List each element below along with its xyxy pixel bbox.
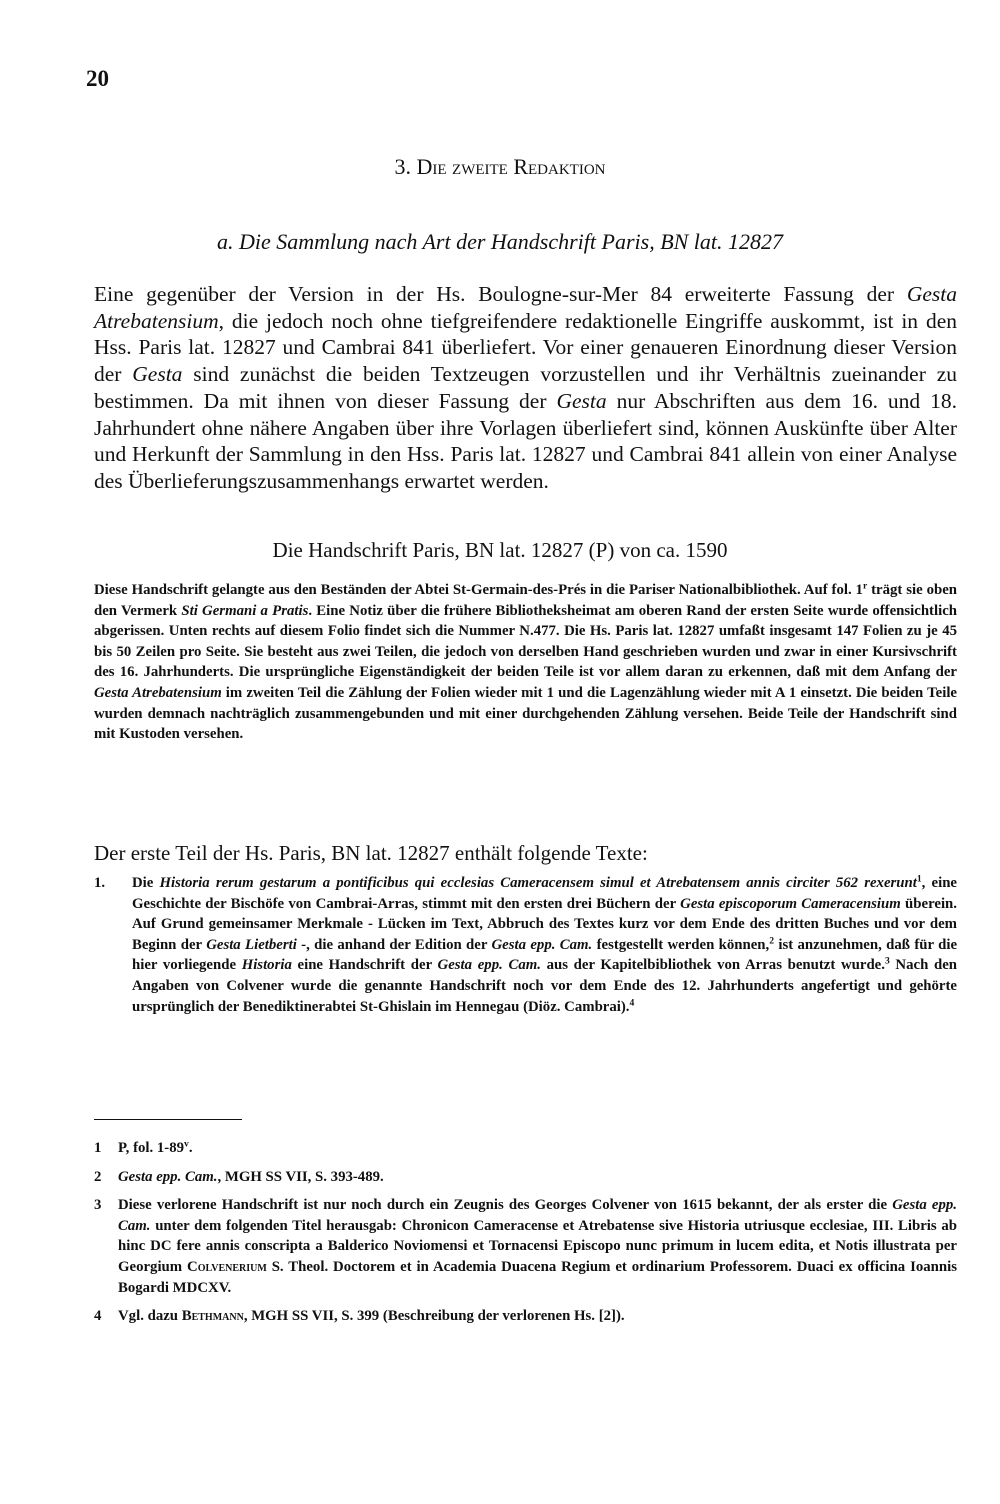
page-number: 20: [86, 66, 109, 91]
desc-italic: Gesta Atrebatensium: [94, 684, 222, 701]
footnote-text: [118, 1138, 957, 1159]
fn-text: S. Theol. Doctorem et in Academia Duacena Regium et ordinarium Professorem. Duaci ex officina Ioannis Bogardi MDCXV.: [118, 1258, 957, 1296]
fn-text: Diese verlorene Handschrift ist nur noch durch ein Zeugnis des Georges Colvener von 1615 bekannt, der als erster die: [118, 1197, 893, 1214]
footnote-divider: [94, 1119, 242, 1120]
fn-text: , MGH SS VII, S. 393-489.: [217, 1168, 384, 1185]
item-text: festgestellt werden können,: [592, 936, 770, 953]
item-italic: Historia: [241, 957, 292, 974]
fn-text: Vgl. dazu: [118, 1308, 182, 1325]
intro-text: , die jedoch noch ohne tiefgreifendere redaktionelle Eingriffe auskommt, ist in den Hss. Paris lat. 12827 und Cambrai 841 überliefert. Vor einer genaueren Einordnung dieser Version der: [94, 308, 957, 387]
intro-text: sind zunächst die beiden Textzeugen vorzustellen und ihr Verhältnis zueinander zu bestimmen. Da mit ihnen von dieser Fassung der: [94, 362, 957, 413]
list-item-number: 1.: [94, 875, 106, 891]
footnote: [94, 1195, 957, 1298]
item-italic: Historia rerum gestarum a pontificibus qui ecclesias Cameracensem simul et Atrebatensem annis circiter 562 rexerunt: [159, 875, 917, 891]
footnote-ref[interactable]: 4: [629, 997, 635, 1009]
footnote-text: [118, 1306, 957, 1327]
folio-superscript: r: [862, 580, 868, 592]
desc-text: . Eine Notiz über die frühere Bibliotheksheimat am oberen Rand der ersten Seite wurde offensichtlich abgerissen. Unten rechts auf diesem Folio findet sich die Nummer N.477. Die Hs. Paris lat. 12827 umfaßt insgesamt 147 Folien zu je 45 bis 50 Zeilen pro Seite. Sie besteht aus zwei Teilen, die jedoch von derselben Hand geschrieben wurden und zwar in einer Kursivschrift des 16. Jahrhunderts. Die ursprüngliche Eigenständigkeit der beiden Teile ist vor allem daran zu erkennen, daß mit dem Anfang der: [94, 602, 958, 681]
intro-text: Eine gegenüber der Version in der Hs. Boulogne-sur-Mer 84 erweiterte Fassung der: [94, 282, 907, 306]
footnote-number: 4: [94, 1308, 102, 1325]
item-italic: Gesta epp. Cam.: [491, 936, 593, 953]
fn-italic: Gesta epp. Cam.: [118, 1197, 957, 1234]
fn-text: .: [188, 1140, 193, 1156]
item-italic: Gesta Lietberti: [206, 936, 297, 953]
intro-title-ref: Gesta: [132, 362, 183, 387]
footnote: [94, 1306, 957, 1327]
subsection-title: a. Die Sammlung nach Art der Handschrift Paris, BN lat. 12827: [216, 229, 784, 254]
item-text: Nach den Angaben von Colvener wurde die genannte Handschrift noch vor dem Ende des 12. Jahrhunderts angefertigt und gehörte ursprünglich der Benediktinerabtei St-Ghislain im Hennegau (Diöz. Cambrai).: [132, 957, 957, 1015]
folio-superscript: v: [184, 1138, 189, 1150]
footnote-text: [118, 1167, 957, 1188]
list-item: [94, 873, 957, 1017]
list-item-body: [132, 873, 957, 1017]
desc-text: trägt sie oben den Vermerk: [94, 582, 958, 619]
footnote-number: 1: [94, 1140, 102, 1156]
fn-smallcaps: Colvenerium: [187, 1258, 267, 1275]
intro-text: nur Abschriften aus dem 16. und 18. Jahrhundert ohne nähere Angaben über ihre Vorlagen überliefert sind, können Auskünfte über Alter und Herkunft der Sammlung in den Hss. Paris lat. 12827 und Cambrai 841 allein von einer Analyse des Überlieferungszusammenhangs erwartet werden.: [94, 388, 957, 493]
footnote-ref[interactable]: 2: [769, 935, 775, 947]
contents-heading: Der erste Teil der Hs. Paris, BN lat. 12827 enthält folgende Texte:: [94, 841, 648, 865]
footnotes: [94, 1138, 957, 1335]
desc-text: Diese Handschrift gelangte aus den Beständen der Abtei St-Germain-des-Prés in die Pariser Nationalbibliothek. Auf fol. 1: [94, 582, 863, 598]
desc-text: im zweiten Teil die Zählung der Folien wieder mit 1 und die Lagenzählung wieder mit A 1 einsetzt. Die beiden Teile wurden demnach nachträglich zusammengebunden und mit einer durchgehenden Zählung versehen. Beide Teile der Handschrift sind mit Kustoden versehen.: [94, 684, 957, 743]
fn-smallcaps: Bethmann: [181, 1308, 244, 1325]
footnote-ref[interactable]: 1: [916, 873, 922, 885]
footnote: [94, 1138, 957, 1159]
manuscript-heading: Die Handschrift Paris, BN lat. 12827 (P) von ca. 1590: [272, 538, 728, 562]
intro-title-ref: Gesta: [556, 388, 607, 413]
section-number: 3.: [394, 154, 417, 179]
item-italic: Gesta episcoporum Cameracensium: [680, 895, 901, 912]
item-text: aus der Kapitelbibliothek von Arras benutzt wurde.: [540, 957, 885, 974]
item-text: eine Handschrift der: [291, 957, 438, 974]
fn-italic: Gesta epp. Cam.: [118, 1168, 218, 1185]
item-italic: Gesta epp. Cam.: [437, 957, 541, 974]
fn-text: P, fol. 1-89: [118, 1140, 185, 1156]
footnote: [94, 1167, 957, 1188]
footnote-number: 3: [94, 1197, 102, 1214]
intro-paragraph: [94, 281, 957, 495]
footnote-text: [118, 1195, 957, 1298]
section-title-text: Die zweite Redaktion: [416, 154, 606, 179]
intro-title-ref: Gesta Atrebatensium: [94, 282, 957, 333]
item-text: , eine Geschichte der Bischöfe von Cambrai-Arras, stimmt mit den ersten drei Büchern der: [132, 875, 958, 912]
desc-italic: Sti Germani a Pratis: [181, 602, 309, 619]
item-text: überein. Auf Grund gemeinsamer Merkmale - Lücken im Text, Abbruch des Textes kurz vor dem Ende des dritten Buches und vor dem Beginn der: [132, 895, 957, 953]
item-text: -, die anhand der Edition der: [296, 936, 492, 953]
manuscript-description: [94, 580, 957, 745]
item-text: Die: [132, 875, 160, 891]
footnote-ref[interactable]: 3: [884, 956, 890, 968]
fn-text: unter dem folgenden Titel herausgab: Chronicon Cameracense et Atrebatense sive Historia utriusque ecclesiae, III. Libris ab hinc DC fere annis conscripta a Balderico Noviomensi et Tornacensi Episcopo nunc primum in lucem edita, et Notis illustrata per Georgium: [118, 1217, 957, 1275]
section-title: [0, 154, 1000, 180]
footnote-number: 2: [94, 1168, 102, 1185]
item-text: ist anzunehmen, daß für die hier vorliegende: [132, 936, 958, 974]
fn-text: , MGH SS VII, S. 399 (Beschreibung der verlorenen Hs. [2]).: [243, 1308, 625, 1325]
